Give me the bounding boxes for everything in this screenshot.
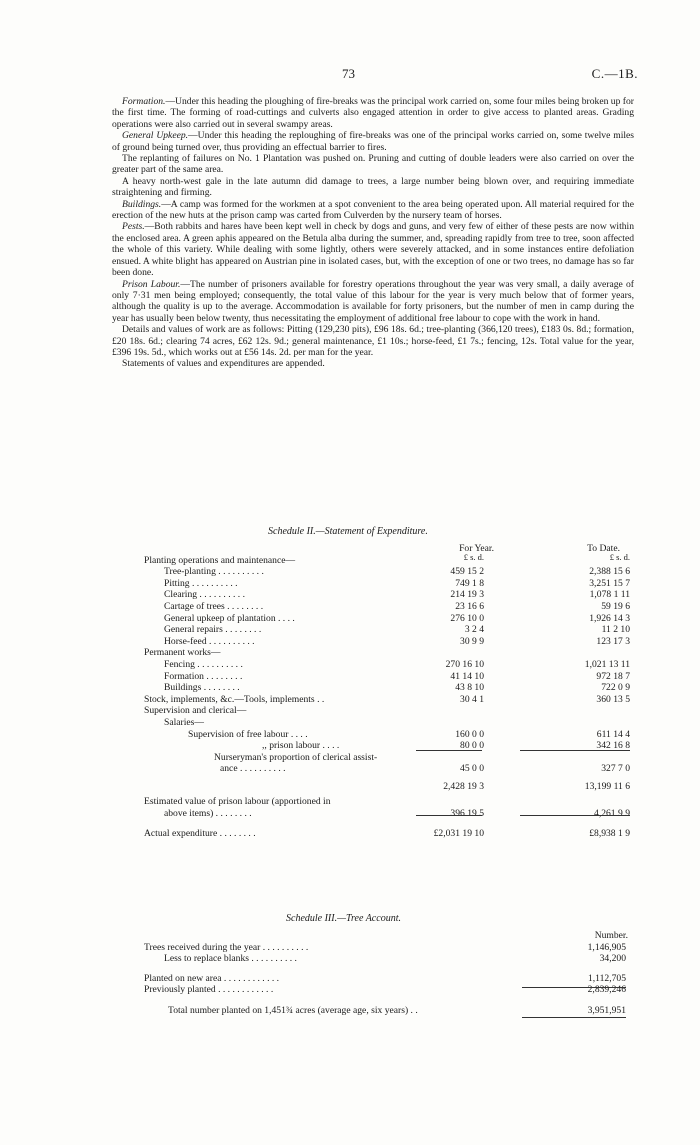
total-row <box>144 781 636 793</box>
row-label: Trees received during the year . . . . . . . . . . <box>144 941 309 953</box>
table-row <box>144 613 636 625</box>
value-for-year: 41 14 10 <box>450 670 484 682</box>
value-number: 1,146,905 <box>587 941 626 953</box>
table-row <box>144 763 636 775</box>
run-in-heading: Buildings. <box>122 198 162 210</box>
value-to-date: 360 13 5 <box>596 693 630 705</box>
value-to-date: 59 19 6 <box>601 600 630 612</box>
run-in-heading: General Upkeep. <box>122 130 189 142</box>
value-for-year: 270 16 10 <box>445 658 484 670</box>
tree-account-row <box>144 953 636 965</box>
table-row <box>144 601 636 613</box>
value-for-year: 396 19 5 <box>450 808 484 820</box>
schedule-iii-title: Schedule III.—Tree Account. <box>286 913 401 924</box>
table-row <box>144 671 636 683</box>
table-row <box>144 705 636 717</box>
actual-expenditure-row <box>144 828 636 840</box>
row-label: Formation . . . . . . . . <box>164 670 243 682</box>
value-for-year: 30 9 9 <box>460 635 484 647</box>
value-for-year: 749 1 8 <box>455 577 484 589</box>
rule-date-total <box>520 750 630 751</box>
row-label: ,, prison labour . . . . <box>262 740 340 752</box>
row-label: Permanent works— <box>144 647 221 659</box>
estimated-row <box>144 808 636 820</box>
paragraph-text: A heavy north-west gale in the late autumn did damage to trees, a large number being blown over, and requiring immediate straightening and firming. <box>112 175 634 199</box>
row-label: Estimated value of prison labour (apportioned in <box>144 796 331 808</box>
paragraph-prison-labour <box>112 279 634 325</box>
row-label: Total number planted on 1,451¾ acres (average age, six years) . . <box>168 1004 418 1016</box>
row-label: Supervision of free labour . . . . <box>188 728 308 740</box>
paragraph-replanting <box>112 153 634 176</box>
row-label: Stock, implements, &c.—Tools, implements . . <box>144 693 325 705</box>
value-to-date: £8,938 1 9 <box>589 827 630 839</box>
row-label: Less to replace blanks . . . . . . . . . . <box>164 953 297 965</box>
row-label: Supervision and clerical— <box>144 705 247 717</box>
row-label: Buildings . . . . . . . . <box>164 682 240 694</box>
row-label: General upkeep of plantation . . . . <box>164 612 295 624</box>
column-header-row <box>144 543 636 555</box>
run-in-heading: Prison Labour. <box>122 278 181 290</box>
value-for-year: 214 19 3 <box>450 589 484 601</box>
table-row <box>144 659 636 671</box>
value-to-date: 4,261 9 9 <box>594 808 630 820</box>
run-in-heading: Pests. <box>122 221 145 233</box>
row-label: Tree-planting . . . . . . . . . . <box>164 566 264 578</box>
row-label: Horse-feed . . . . . . . . . . <box>164 635 255 647</box>
value-for-year: 43 8 10 <box>455 682 484 694</box>
document-reference: C.—1B. <box>591 66 638 81</box>
row-label: Planted on new area . . . . . . . . . . . . <box>144 972 280 984</box>
table-row <box>144 555 636 567</box>
table-row <box>144 636 636 648</box>
col-to-date: To Date. <box>587 543 620 554</box>
col-number: Number. <box>594 930 628 941</box>
table-row <box>144 589 636 601</box>
table-row <box>144 566 636 578</box>
table-row <box>144 624 636 636</box>
column-header-row <box>144 930 636 942</box>
table-row <box>144 647 636 659</box>
value-to-date: 2,388 15 6 <box>589 566 630 578</box>
rule-year-total <box>416 750 482 751</box>
rule-subtotal <box>522 987 626 988</box>
value-to-date: 1,021 13 11 <box>584 658 630 670</box>
row-label: Salaries— <box>164 716 204 728</box>
row-label: Clearing . . . . . . . . . . <box>164 589 246 601</box>
rule-year-actual <box>416 815 482 816</box>
row-label: above items) . . . . . . . . <box>164 808 252 820</box>
value-to-date: 3,251 15 7 <box>589 577 630 589</box>
value-to-date: 611 14 4 <box>596 728 630 740</box>
value-for-year: 160 0 0 <box>455 728 484 740</box>
schedule-iii-rows <box>144 942 636 1017</box>
paragraph-pests <box>112 221 634 278</box>
value-to-date: 327 7 0 <box>601 763 630 775</box>
page-number: 73 <box>342 66 355 81</box>
value-number: 1,112,705 <box>587 972 626 984</box>
row-label: Pitting . . . . . . . . . . <box>164 577 238 589</box>
value-to-date: 11 2 10 <box>601 624 630 636</box>
paragraph-text: Statements of values and expenditures are appended. <box>122 358 325 370</box>
tree-account-row <box>144 973 636 985</box>
estimated-label-row <box>144 796 636 808</box>
schedule-iii-table <box>144 930 636 1017</box>
table-row <box>144 717 636 729</box>
row-label: Actual expenditure . . . . . . . . <box>144 827 256 839</box>
table-row <box>144 694 636 706</box>
paragraph-text: Details and values of work are as follows: Pitting (129,230 pits), £96 18s. 6d.; tree-planting (366,120 trees), £183 0s. 8d.; formation, £20 18s. 6d.; clearing 74 acres, £62 12s. 9d.; general maintenance, £1 10s.; horse-feed, £1 7s.; fencing, 12s. Total value for the year, £396 19s. 5d., which works out at £56 14s. 2d. per man for the year. <box>112 324 634 358</box>
value-for-year: 2,428 19 3 <box>443 780 484 792</box>
paragraph-text: —Both rabbits and hares have been kept well in check by dogs and guns, and very few of either of these pests are now within the enclosed area. A green aphis appeared on the Betula alba during the summer, and, spreading rapidly from tree to tree, soon affected the whole of this variety. While dealing with some lightly, others were severely attacked, and in some instances entire defoliation ensued. A white blight has appeared on Austrian pine in isolated cases, but, with the exception of one or two trees, no damage has so far been done. <box>112 221 634 279</box>
value-for-year: 276 10 0 <box>450 612 484 624</box>
row-label: ance . . . . . . . . . . <box>220 763 286 775</box>
paragraph-text: —Under this heading the reploughing of fire-breaks was one of the principal works carried on, some twelve miles of ground being turned over, thus providing an effectual barrier to fires. <box>112 130 635 153</box>
schedule-ii-table <box>144 543 636 839</box>
value-number: 34,200 <box>599 953 626 965</box>
value-for-year: £2,031 19 10 <box>433 827 484 839</box>
schedule-ii-title: Schedule II.—Statement of Expenditure. <box>268 526 428 537</box>
row-label: Nurseryman's proportion of clerical assist- <box>214 751 378 763</box>
paragraph-gale <box>112 176 634 199</box>
table-row <box>144 578 636 590</box>
value-for-year: 23 16 6 <box>455 600 484 612</box>
rule-date-actual <box>520 815 630 816</box>
value-to-date: 13,199 11 6 <box>584 780 630 792</box>
value-number: 2,839,246 <box>587 984 626 996</box>
table-row <box>144 752 636 764</box>
body-text <box>112 96 634 370</box>
value-to-date: 1,926 14 3 <box>589 612 630 624</box>
paragraph-buildings <box>112 199 634 222</box>
row-label: Previously planted . . . . . . . . . . . . <box>144 984 274 996</box>
value-number: 3,951,951 <box>587 1004 626 1016</box>
paragraph-statements <box>112 358 634 369</box>
table-row <box>144 682 636 694</box>
rule-total <box>522 1017 626 1018</box>
paragraph-general-upkeep <box>112 130 634 153</box>
value-to-date: £ s. d. <box>609 551 630 562</box>
row-label: General repairs . . . . . . . . <box>164 624 262 636</box>
value-to-date: 722 0 9 <box>601 682 630 694</box>
col-for-year: For Year. <box>459 543 494 554</box>
paragraph-formation <box>112 96 634 130</box>
paragraph-text: —The number of prisoners available for forestry operations throughout the year was very small, a daily average of only 7·31 men being employed; consequently, the total value of this labour for the year is very much below that of former years, although the quality is up to the average. Accommodation is available for forty prisoners, but the number of men in camp during the year has usually been below twenty, thus necessitating the employment of additional free labour to cope with the work in hand. <box>112 278 634 324</box>
value-to-date: 123 17 3 <box>596 635 630 647</box>
value-for-year: 80 0 0 <box>460 740 484 752</box>
run-in-heading: Formation. <box>122 96 166 107</box>
paragraph-text: The replanting of failures on No. 1 Plantation was pushed on. Pruning and cutting of double leaders were also carried on over the greater part of the same area. <box>112 153 634 176</box>
tree-total-row <box>144 1005 636 1017</box>
value-for-year: 3 2 4 <box>464 624 484 636</box>
schedule-ii-rows <box>144 551 636 840</box>
row-label: Fencing . . . . . . . . . . <box>164 658 243 670</box>
paragraph-details <box>112 324 634 358</box>
value-for-year: 459 15 2 <box>450 566 484 578</box>
value-for-year: £ s. d. <box>463 551 484 562</box>
value-to-date: 1,078 1 11 <box>589 589 630 601</box>
paragraph-text: —A camp was formed for the workmen at a spot convenient to the area being operated upon. All material required for the erection of the new huts at the prison camp was carted from Culverden by the nursery team of horses. <box>112 198 634 222</box>
row-label: Planting operations and maintenance— <box>144 554 296 566</box>
table-row <box>144 729 636 741</box>
tree-account-row <box>144 942 636 954</box>
value-for-year: 45 0 0 <box>460 763 484 775</box>
paragraph-text: —Under this heading the ploughing of fire-breaks was the principal work carried on, some four miles being broken up for the first time. The forming of road-cuttings and culverts also engaged attention in order to give access to planted areas. Grading operations were also carried out in several swampy areas. <box>112 96 634 130</box>
value-for-year: 30 4 1 <box>460 693 484 705</box>
value-to-date: 972 18 7 <box>596 670 630 682</box>
value-to-date: 342 16 8 <box>596 740 630 752</box>
page-header <box>0 66 700 86</box>
row-label: Cartage of trees . . . . . . . . <box>164 600 264 612</box>
